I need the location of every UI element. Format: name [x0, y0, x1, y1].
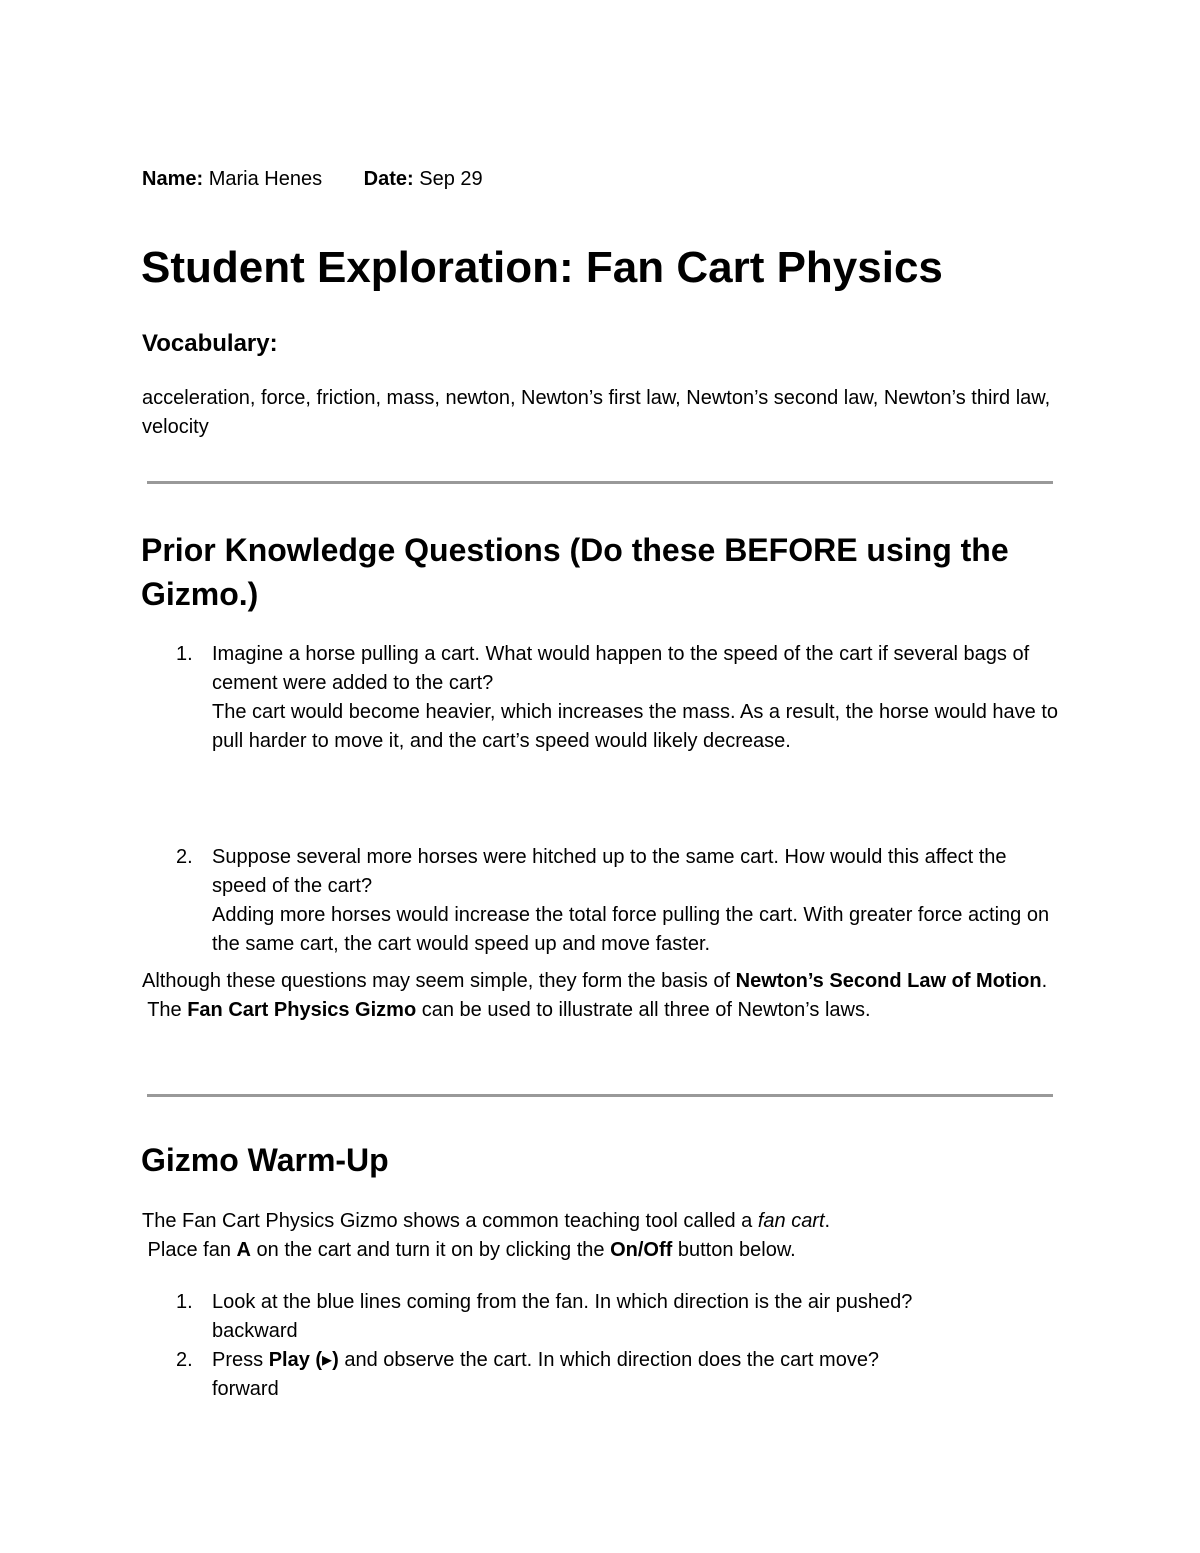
question-fragment: Press — [212, 1349, 269, 1371]
summary-text: . — [1041, 970, 1048, 992]
answer-text: backward — [212, 1320, 298, 1342]
intro-text: Place fan — [142, 1239, 237, 1261]
prior-knowledge-heading: Prior Knowledge Questions (Do these BEFORE using the Gizmo.) — [141, 532, 1009, 612]
play-term: Play ( — [268, 1349, 323, 1371]
vocabulary-heading: Vocabulary: — [142, 330, 278, 357]
student-info-line — [142, 165, 483, 193]
intro-text: button below. — [672, 1239, 796, 1261]
intro-text: on the cart and turn it on by clicking the — [250, 1239, 611, 1261]
prior-knowledge-questions — [142, 640, 1062, 959]
warmup-heading: Gizmo Warm-Up — [141, 1142, 389, 1178]
intro-text: . — [824, 1210, 831, 1232]
section-divider — [147, 481, 1053, 484]
fan-cart-term: fan cart — [757, 1210, 825, 1232]
play-term-close: ) — [332, 1349, 339, 1371]
summary-text: Although these questions may seem simple, they form the basis of — [142, 970, 736, 992]
summary-line — [142, 967, 1062, 996]
intro-line — [142, 1207, 1062, 1236]
answer-text: The cart would become heavier, which increases the mass. As a result, the horse would have to pull harder to move it, and the cart’s speed would likely decrease. — [212, 701, 1058, 752]
warmup-questions — [142, 1288, 1062, 1404]
intro-line — [142, 1236, 1062, 1265]
summary-line — [142, 996, 1062, 1025]
item-number: 2. — [176, 1349, 193, 1371]
intro-text: The Fan Cart Physics Gizmo shows a common teaching tool called a — [142, 1210, 758, 1232]
name-value: Maria Henes — [208, 168, 323, 190]
page-title: Student Exploration: Fan Cart Physics — [141, 243, 943, 292]
question-text — [212, 1349, 879, 1371]
on-off-term: On/Off — [610, 1239, 673, 1261]
summary-paragraph — [142, 967, 1062, 1025]
question-text: Look at the blue lines coming from the fan. In which direction is the air pushed? — [212, 1291, 913, 1313]
summary-text: The — [142, 999, 188, 1021]
date-label: Date: — [363, 168, 414, 190]
list-item — [142, 843, 1062, 959]
question-text: Suppose several more horses were hitched up to the same cart. How would this affect the speed of the cart? — [212, 846, 1007, 897]
vocabulary-list: acceleration, force, friction, mass, newton, Newton’s first law, Newton’s second law, Newton’s third law, velocity — [142, 387, 1051, 438]
warmup-intro — [142, 1207, 1062, 1265]
newtons-second-law-term: Newton’s Second Law of Motion — [735, 970, 1042, 992]
fan-a-term: A — [236, 1239, 251, 1261]
answer-text: Adding more horses would increase the total force pulling the cart. With greater force acting on the same cart, the cart would speed up and move faster. — [212, 904, 1050, 955]
summary-text: can be used to illustrate all three of Newton’s laws. — [416, 999, 871, 1021]
question-text: Imagine a horse pulling a cart. What would happen to the speed of the cart if several bags of cement were added to the cart? — [212, 643, 1030, 694]
date-value: Sep 29 — [419, 168, 483, 190]
section-divider — [147, 1094, 1053, 1097]
item-number: 2. — [176, 846, 193, 868]
play-icon: ▸ — [322, 1349, 333, 1371]
question-fragment: and observe the cart. In which direction does the cart move? — [338, 1349, 880, 1371]
list-item — [142, 1346, 1062, 1404]
item-number: 1. — [176, 643, 193, 665]
list-item — [142, 640, 1062, 756]
item-number: 1. — [176, 1291, 193, 1313]
name-label: Name: — [142, 168, 204, 190]
gizmo-name-term: Fan Cart Physics Gizmo — [187, 999, 417, 1021]
answer-text: forward — [212, 1378, 279, 1400]
list-item — [142, 1288, 1062, 1346]
